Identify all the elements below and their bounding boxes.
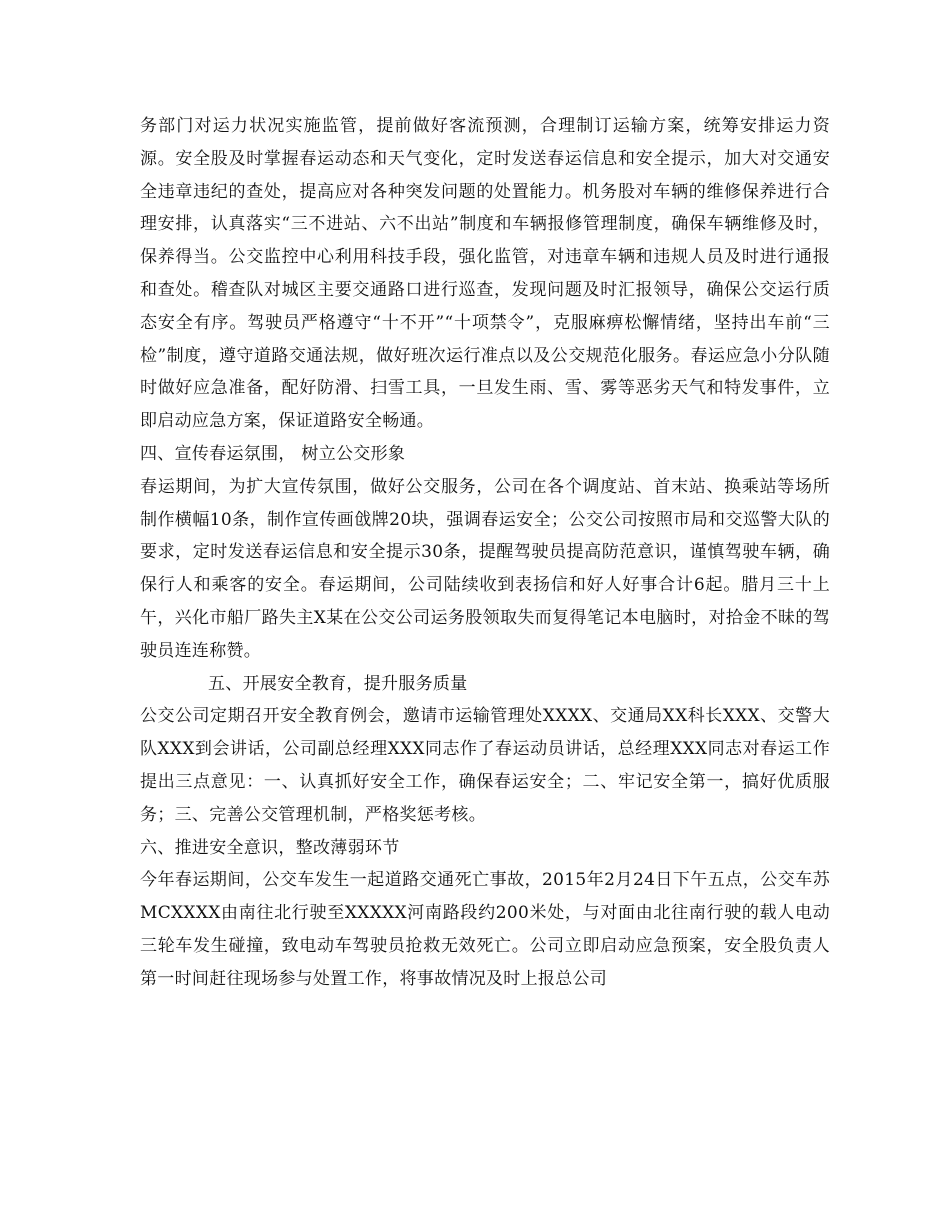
paragraph-operations-supervision: 务部门对运力状况实施监管，提前做好客流预测，合理制订运输方案，统筹安排运力资源。安全股及时掌握春运动态和天气变化，定时发送春运信息和安全提示，加大对交通安全违章违纪的查处，提高应对各种突发问题的处置能力。机务股对车辆的维修保养进行合理安排，认真落实“三不进站、六不出站”制度和车辆报修管理制度，确保车辆维修及时，保养得当。公交监控中心利用科技手段，强化监管，对违章车辆和违规人员及时进行通报和查处。稽查队对城区主要交通路口进行巡查，发现问题及时汇报领导，确保公交运行质态安全有序。驾驶员严格遵守“十不开”“十项禁令”，克服麻痹松懈情绪，坚持出车前“三检”制度，遵守道路交通法规，做好班次运行准点以及公交规范化服务。春运应急小分队随时做好应急准备，配好防滑、扫雪工具，一旦发生雨、雪、雾等恶劣天气和特发事件，立即启动应急方案，保证道路安全畅通。	[140, 116, 830, 432]
section-heading-5: 五、开展安全教育，提升服务质量	[208, 673, 468, 694]
paragraph-publicity: 春运期间，为扩大宣传氛围，做好公交服务，公司在各个调度站、首末站、换乘站等场所制作横幅10条，制作宣传画戗牌20块，强调春运安全；公交公司按照市局和交巡警大队的要求，定时发送春运信息和安全提示30条，提醒驾驶员提高防范意识，谨慎驾驶车辆，确保行人和乘客的安全。春运期间，公司陆续收到表扬信和好人好事合计6起。腊月三十上午，兴化市船厂路失主X某在公交公司运务股领取失而复得笔记本电脑时，对拾金不昧的驾驶员连连称赞。	[140, 476, 830, 661]
section-heading-4: 四、宣传春运氛围， 树立公交形象	[140, 443, 406, 464]
paragraph-safety-education: 公交公司定期召开安全教育例会，邀请市运输管理处XXXX、交通局XX科长XXX、交警大队XXX到会讲话，公司副总经理XXX同志作了春运动员讲话，总经理XXX同志对春运工作提出三点意见：一、认真抓好安全工作，确保春运安全；二、牢记安全第一，搞好优质服务；三、完善公交管理机制，严格奖惩考核。	[140, 706, 830, 825]
section-heading-6: 六、推进安全意识，整改薄弱环节	[140, 837, 400, 858]
paragraph-accident-report: 今年春运期间，公交车发生一起道路交通死亡事故，2015年2月24日下午五点，公交车苏MCXXXX由南往北行驶至XXXXX河南路段约200米处，与对面由北往南行驶的载人电动三轮车发生碰撞，致电动车驾驶员抢救无效死亡。公司立即启动应急预案，安全股负责人第一时间赶往现场参与处置工作，将事故情况及时上报总公司	[140, 870, 830, 989]
document-page	[140, 110, 830, 996]
